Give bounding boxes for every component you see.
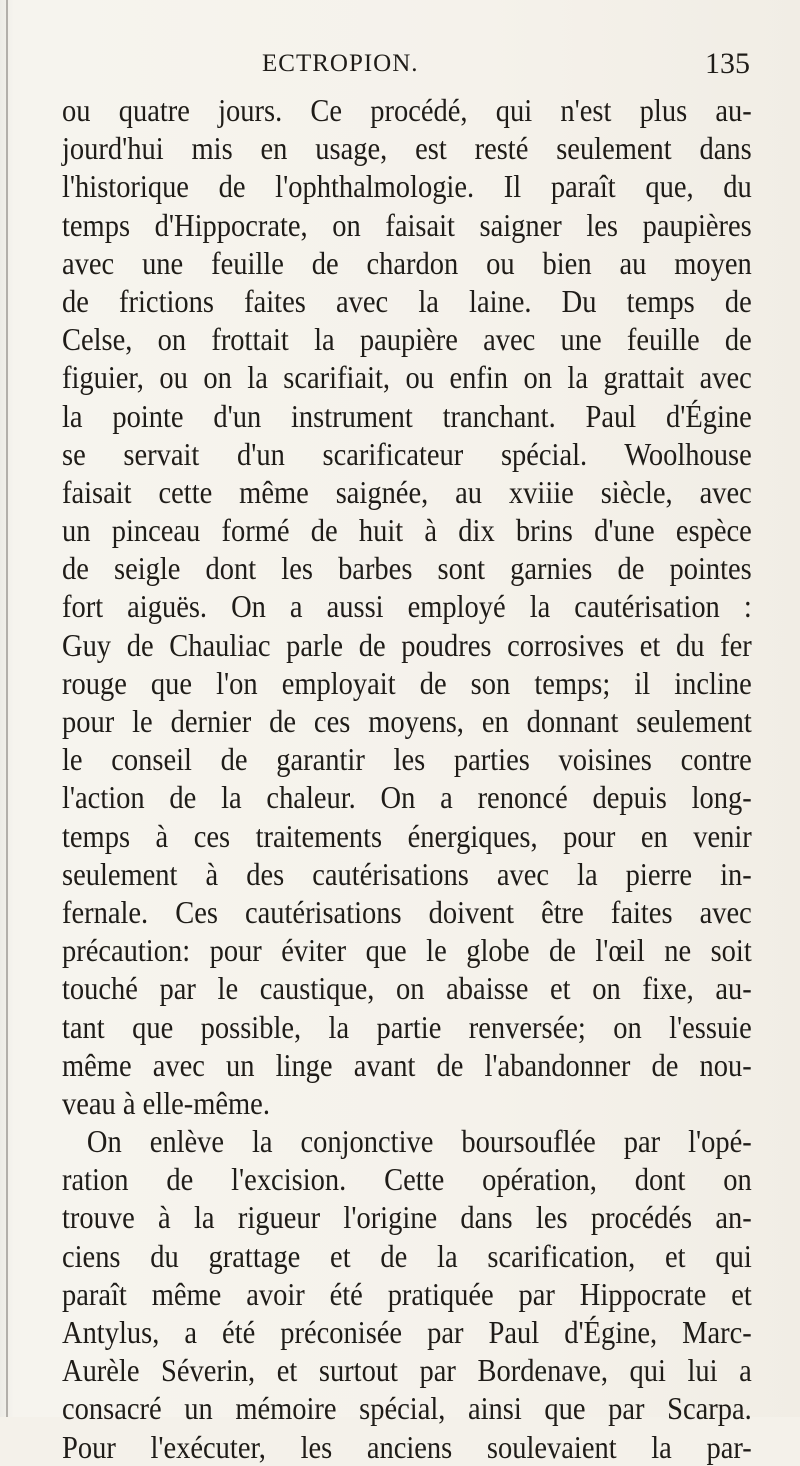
text-line: ou quatre jours. Ce procédé, qui n'est plus au-	[62, 92, 752, 128]
text-line: l'action de la chaleur. On a renoncé depuis long-	[62, 779, 752, 816]
body-text	[62, 91, 752, 1466]
text-line: veau à elle-même.	[62, 1084, 270, 1121]
text-line: Pour l'exécuter, les anciens soulevaient la par-	[62, 1428, 752, 1465]
text-line: le conseil de garantir les parties voisines contre	[62, 741, 752, 778]
text-line: Celse, on frottait la paupière avec une feuille de	[62, 321, 752, 358]
text-line: seulement à des cautérisations avec la pierre in-	[62, 855, 752, 892]
text-line: faisait cette même saignée, au xviiie siècle, avec	[62, 473, 752, 510]
text-line: tant que possible, la partie renversée; on l'essuie	[62, 1008, 752, 1045]
text-line: figuier, ou on la scarifiait, ou enfin on la grattait avec	[62, 359, 752, 396]
text-line: rouge que l'on employait de son temps; il incline	[62, 664, 752, 701]
text-line: jourd'hui mis en usage, est resté seulement dans	[62, 130, 752, 167]
text-line: de frictions faites avec la laine. Du temps de	[62, 282, 752, 319]
text-line: temps d'Hippocrate, on faisait saigner les paupières	[62, 206, 752, 243]
text-line: ciens du grattage et de la scarification, et qui	[62, 1237, 752, 1274]
paragraph-2	[62, 1122, 752, 1466]
text-line: On enlève la conjonctive boursouflée par l'opé-	[86, 1123, 752, 1160]
text-line: l'historique de l'ophthalmologie. Il paraît que, du	[62, 168, 752, 205]
text-line: Guy de Chauliac parle de poudres corrosives et du fer	[62, 626, 752, 663]
text-line: fort aiguës. On a aussi employé la cautérisation :	[62, 588, 752, 625]
page-header	[62, 47, 750, 86]
text-line: paraît même avoir été pratiquée par Hippocrate et	[62, 1275, 752, 1312]
text-line: de seigle dont les barbes sont garnies de pointes	[62, 550, 752, 587]
text-line: fernale. Ces cautérisations doivent être faites avec	[62, 893, 752, 930]
text-line: même avec un linge avant de l'abandonner de nou-	[62, 1046, 752, 1083]
text-line: précaution: pour éviter que le globe de l'œil ne soit	[62, 932, 752, 969]
page-number: 135	[705, 47, 750, 80]
text-line: consacré un mémoire spécial, ainsi que par Scarpa.	[62, 1390, 752, 1427]
text-line: avec une feuille de chardon ou bien au moyen	[62, 244, 752, 281]
text-line: Aurèle Séverin, et surtout par Bordenave, qui lui a	[62, 1352, 752, 1389]
text-line: se servait d'un scarificateur spécial. Woolhouse	[62, 435, 752, 472]
paragraph-1	[62, 91, 752, 1122]
text-line: un pinceau formé de huit à dix brins d'une espèce	[62, 512, 752, 549]
text-line: trouve à la rigueur l'origine dans les procédés an-	[62, 1199, 752, 1236]
text-line: touché par le caustique, on abaisse et on fixe, au-	[62, 970, 752, 1007]
text-line: Antylus, a été préconisée par Paul d'Égine, Marc-	[62, 1314, 752, 1350]
running-title: ECTROPION.	[262, 50, 419, 77]
text-line: la pointe d'un instrument tranchant. Paul d'Égine	[62, 397, 752, 434]
page-gutter-edge	[6, 0, 8, 1417]
text-line: ration de l'excision. Cette opération, dont on	[62, 1161, 752, 1198]
text-line: temps à ces traitements énergiques, pour en venir	[62, 817, 752, 854]
text-line: pour le dernier de ces moyens, en donnant seulement	[62, 703, 752, 739]
